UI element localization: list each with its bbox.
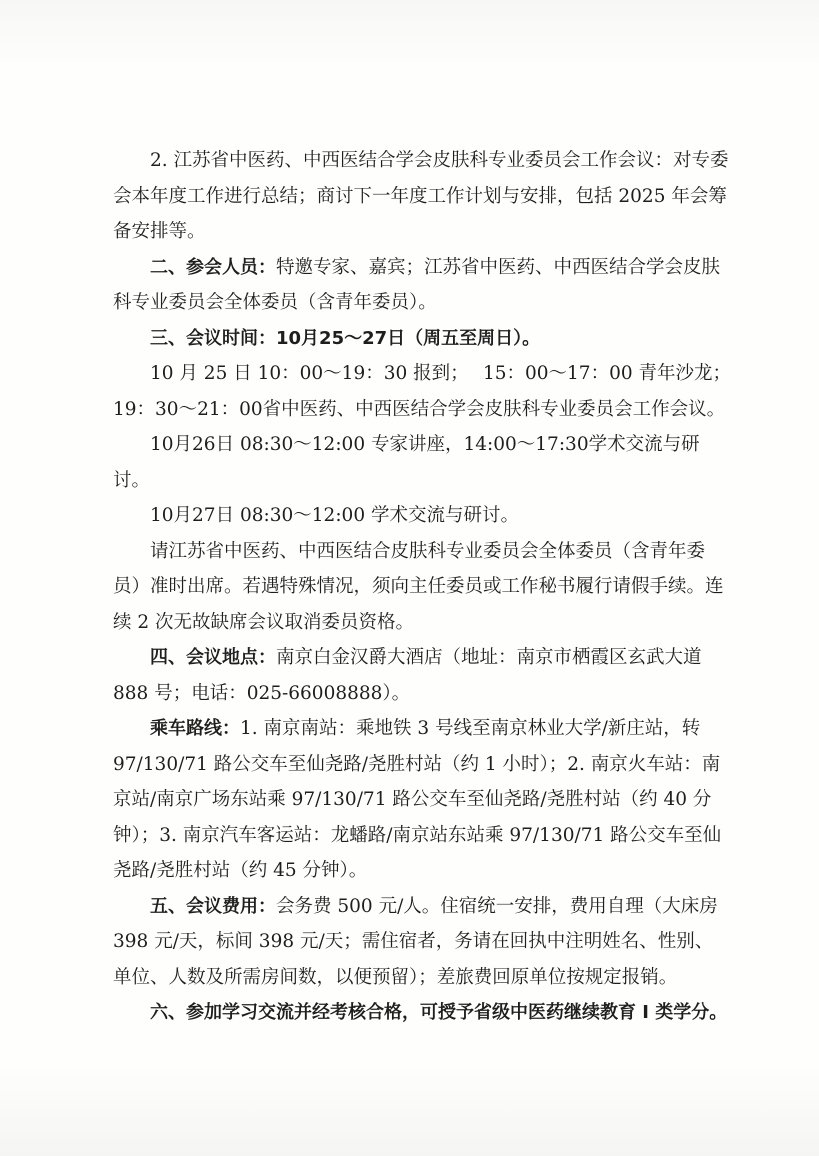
section-fees-text: 会务费 500 元/人。住宿统一安排，费用自理（大床房 398 元/天，标间 398 元/天；需住宿者，务请在回执中注明姓名、性别、单位、人数及所需房间数，以便预留）；差旅费回原单位按规定报销。 — [113, 895, 718, 988]
section-venue — [113, 640, 731, 711]
section-fees-heading: 五、会议费用： — [150, 895, 276, 917]
section-route-heading: 乘车路线： — [150, 718, 240, 739]
section-participants-heading: 二、参会人员： — [150, 256, 276, 278]
attendance-notice: 请江苏省中医药、中西医结合皮肤科专业委员会全体委员（含青年委员）准时出席。若遇特殊情况，须向主任委员或工作秘书履行请假手续。连续 2 次无故缺席会议取消委员资格。 — [113, 540, 724, 633]
document-body — [113, 143, 731, 1031]
section-credits: 六、参加学习交流并经考核合格，可授予省级中医药继续教育 Ⅰ 类学分。 — [150, 1002, 728, 1023]
schedule-day1-meeting: 19：30～21：00省中医药、中西医结合学会皮肤科专业委员会工作会议。 — [113, 398, 726, 420]
schedule-day3: 10月27日 08:30～12:00 学术交流与研讨。 — [150, 505, 519, 526]
section-venue-text: 南京白金汉爵大酒店（地址：南京市栖霞区玄武大道 888 号；电话：025-66008888）。 — [113, 647, 702, 704]
section-venue-heading: 四、会议地点： — [150, 647, 276, 668]
schedule-day1-checkin: 10 月 25 日 10：00～19：30 报到； — [150, 363, 469, 384]
schedule-day1-line — [113, 356, 731, 392]
paragraph-work-meeting: 2. 江苏省中医药、中西医结合学会皮肤科专业委员会工作会议：对专委会本年度工作进行总结；商讨下一年度工作计划与安排，包括 2025 年会筹备安排等。 — [113, 150, 729, 242]
section-participants — [113, 250, 731, 321]
section-route — [113, 711, 731, 889]
section-participants-text: 特邀专家、嘉宾；江苏省中医药、中西医结合学会皮肤科专业委员会全体委员（含青年委员）。 — [113, 256, 721, 313]
schedule-day2: 10月26日 08:30～12:00 专家讲座，14:00～17:30学术交流与研讨。 — [113, 434, 700, 491]
schedule-day1-salon: 15：00～17：00 青年沙龙； — [482, 363, 731, 384]
section-route-text: 1. 南京南站：乘地铁 3 号线至南京林业大学/新庄站，转 97/130/71 路公交车至仙尧路/尧胜村站（约 1 小时）；2. 南京火车站：南京站/南京广场东站乘 97/130/71 路公交车至仙尧路/尧胜村站（约 40 分钟）；3. 南京汽车客运站：龙蟠路/南京站东站乘 97/130/71 路公交车至仙尧路/尧胜村站（约 45 分钟）。 — [113, 718, 722, 881]
section-time-heading: 三、会议时间：10月25～27日（周五至周日）。 — [150, 327, 541, 349]
section-fees — [113, 889, 731, 996]
